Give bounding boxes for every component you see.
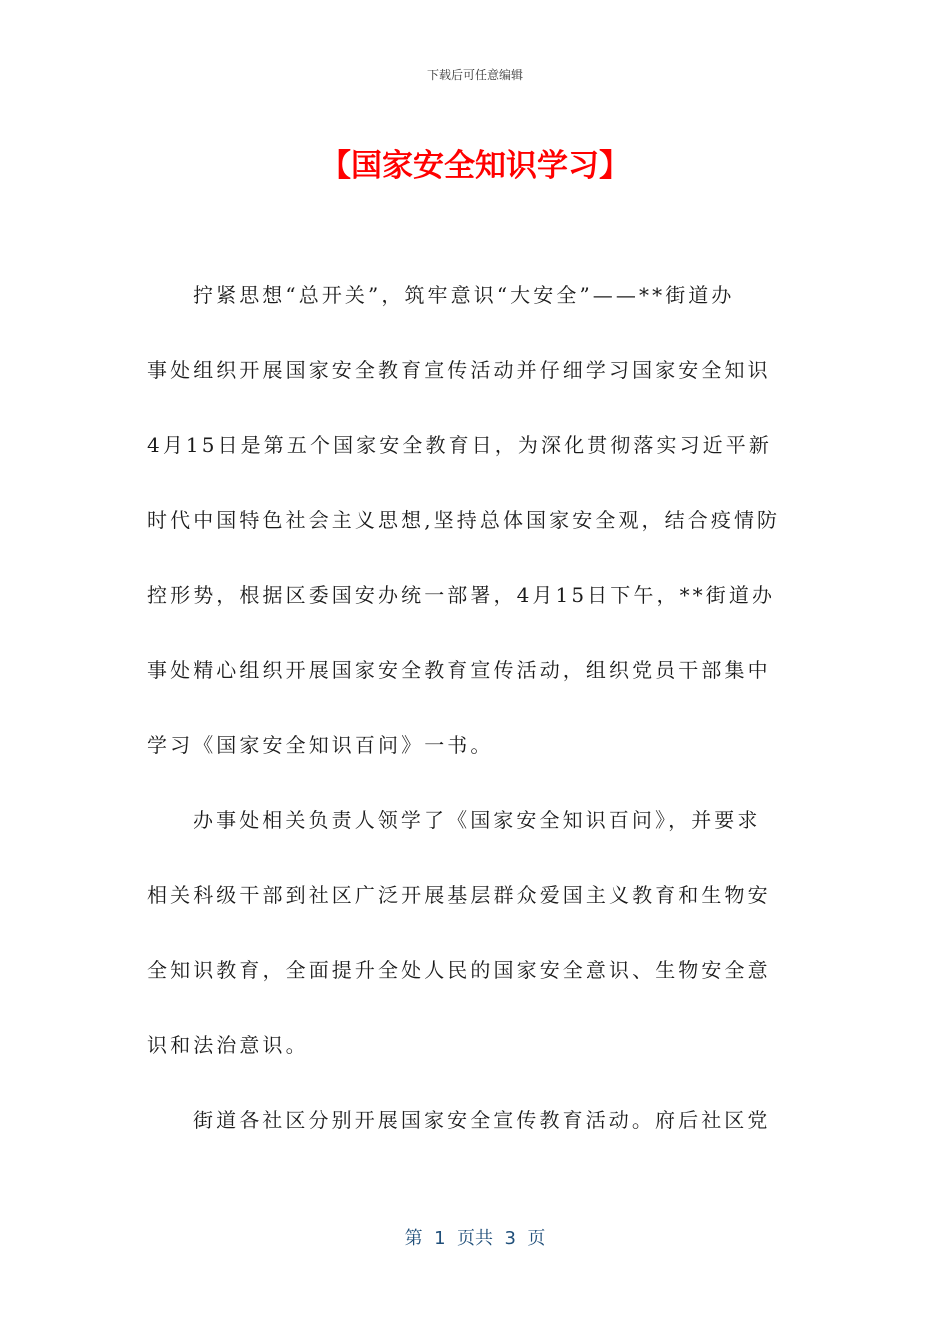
paragraph-line: 4月15日是第五个国家安全教育日，为深化贯彻落实习近平新 (147, 433, 772, 457)
paragraph-line: 事处组织开展国家安全教育宣传活动并仔细学习国家安全知识 (147, 358, 771, 382)
paragraph-line: 拧紧思想“总开关”，筑牢意识“大安全”——**街道办 (193, 283, 735, 307)
paragraph-line: 办事处相关负责人领学了《国家安全知识百问》，并要求 (193, 808, 761, 832)
paragraph-line: 学习《国家安全知识百问》一书。 (147, 733, 494, 757)
document-body (147, 276, 807, 1176)
paragraph-line: 事处精心组织开展国家安全教育宣传活动，组织党员干部集中 (147, 658, 771, 682)
paragraph-line: 街道各社区分别开展国家安全宣传教育活动。府后社区党 (193, 1108, 771, 1132)
page-number-footer: 第 1 页共 3 页 (404, 1228, 546, 1249)
header-note: 下载后可任意编辑 (426, 68, 523, 82)
paragraph-line: 控形势，根据区委国安办统一部署，4月15日下午，**街道办 (147, 583, 776, 607)
paragraph-line: 相关科级干部到社区广泛开展基层群众爱国主义教育和生物安 (147, 883, 771, 907)
document-title: 【国家安全知识学习】 (320, 148, 630, 184)
paragraph-line: 识和法治意识。 (147, 1033, 309, 1057)
paragraph-line: 全知识教育，全面提升全处人民的国家安全意识、生物安全意 (147, 958, 771, 982)
paragraph-line: 时代中国特色社会主义思想,坚持总体国家安全观，结合疫情防 (147, 508, 781, 532)
